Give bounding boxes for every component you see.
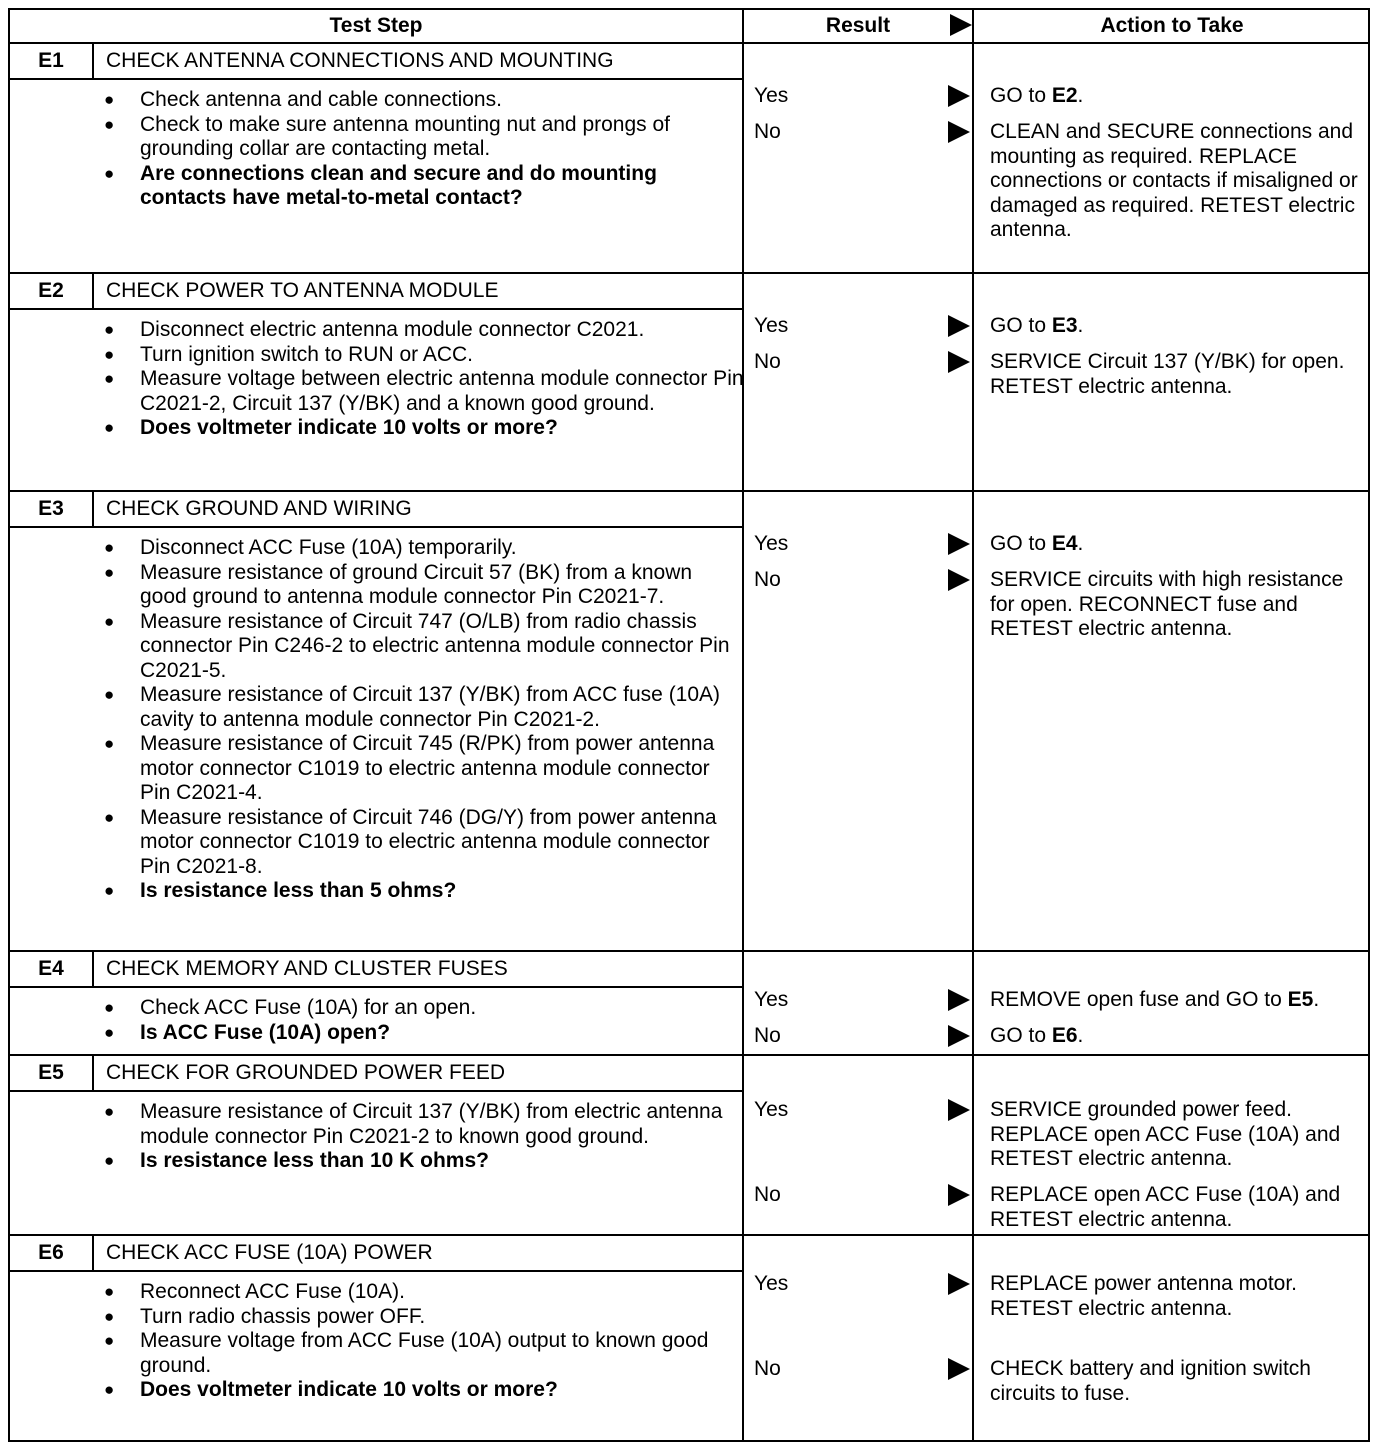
step-list bbox=[104, 536, 744, 904]
result-yes: Yes bbox=[754, 532, 789, 555]
arrow-icon bbox=[948, 569, 970, 591]
header-action: Action to Take bbox=[974, 10, 1370, 44]
step-id: E2 bbox=[10, 274, 94, 310]
step-list bbox=[104, 1100, 744, 1174]
step-list bbox=[104, 1280, 744, 1403]
step-title: CHECK ACC FUSE (10A) POWER bbox=[94, 1236, 742, 1272]
step-item: ● Are connections clean and secure and do mounting contacts have metal-to-metal contact? bbox=[104, 162, 744, 211]
result-yes: Yes bbox=[754, 314, 789, 337]
arrow-icon bbox=[948, 1273, 970, 1295]
step-id: E5 bbox=[10, 1056, 94, 1092]
step-id: E4 bbox=[10, 952, 94, 988]
step-id: E3 bbox=[10, 492, 94, 528]
step-item: ● Disconnect electric antenna module connector C2021. bbox=[104, 318, 744, 343]
action-yes: GO to E2. bbox=[990, 84, 1084, 107]
step-item: ● Check antenna and cable connections. bbox=[104, 88, 744, 113]
arrow-icon bbox=[948, 989, 970, 1011]
arrow-icon bbox=[948, 351, 970, 373]
action-yes: GO to E4. bbox=[990, 532, 1084, 555]
action-no: REPLACE open ACC Fuse (10A) and RETEST electric antenna. bbox=[990, 1183, 1341, 1231]
step-list bbox=[104, 318, 744, 441]
step-title: CHECK POWER TO ANTENNA MODULE bbox=[94, 274, 742, 310]
arrow-icon bbox=[948, 1099, 970, 1121]
header-result: Result bbox=[744, 10, 972, 44]
step-title: CHECK GROUND AND WIRING bbox=[94, 492, 742, 528]
arrow-icon bbox=[948, 121, 970, 143]
step-id: E1 bbox=[10, 44, 94, 80]
test-row-e2 bbox=[10, 274, 1368, 492]
step-item: ● Check to make sure antenna mounting nut and prongs of grounding collar are contacting metal. bbox=[104, 113, 744, 162]
arrow-icon bbox=[948, 1184, 970, 1206]
result-no: No bbox=[754, 568, 781, 591]
test-row-e3 bbox=[10, 492, 1368, 952]
diagnostic-table bbox=[8, 8, 1370, 1442]
test-row-e6 bbox=[10, 1236, 1368, 1444]
header-test-step: Test Step bbox=[10, 10, 742, 44]
step-item: ● Turn radio chassis power OFF. bbox=[104, 1305, 744, 1330]
step-id: E6 bbox=[10, 1236, 94, 1272]
action-no: CHECK battery and ignition switch circuits to fuse. bbox=[990, 1357, 1311, 1405]
step-item: ● Measure voltage between electric antenna module connector Pin C2021-2, Circuit 137 (Y/BK) and a known good ground. bbox=[104, 367, 744, 416]
result-yes: Yes bbox=[754, 84, 789, 107]
step-title: CHECK FOR GROUNDED POWER FEED bbox=[94, 1056, 742, 1092]
step-item: ● Reconnect ACC Fuse (10A). bbox=[104, 1280, 744, 1305]
result-no: No bbox=[754, 350, 781, 373]
step-item: ● Measure resistance of Circuit 747 (O/LB) from radio chassis connector Pin C246-2 to electric antenna module connector Pin C2021-5. bbox=[104, 610, 744, 684]
arrow-icon bbox=[948, 85, 970, 107]
step-item: ● Measure resistance of Circuit 745 (R/PK) from power antenna motor connector C1019 to electric antenna module connector Pin C2021-4. bbox=[104, 732, 744, 806]
action-no: SERVICE Circuit 137 (Y/BK) for open. RETEST electric antenna. bbox=[990, 350, 1345, 398]
step-list bbox=[104, 88, 744, 211]
header-arrow-icon bbox=[950, 14, 972, 36]
arrow-icon bbox=[948, 533, 970, 555]
arrow-icon bbox=[948, 315, 970, 337]
action-no: SERVICE circuits with high resistance for open. RECONNECT fuse and RETEST electric antenna. bbox=[990, 568, 1344, 640]
step-item: ● Disconnect ACC Fuse (10A) temporarily. bbox=[104, 536, 744, 561]
arrow-icon bbox=[948, 1358, 970, 1380]
action-yes: REMOVE open fuse and GO to E5. bbox=[990, 988, 1320, 1011]
step-title: CHECK ANTENNA CONNECTIONS AND MOUNTING bbox=[94, 44, 742, 80]
result-no: No bbox=[754, 1183, 781, 1206]
result-no: No bbox=[754, 1357, 781, 1380]
result-yes: Yes bbox=[754, 1098, 789, 1121]
action-yes: REPLACE power antenna motor. RETEST electric antenna. bbox=[990, 1272, 1298, 1320]
result-yes: Yes bbox=[754, 988, 789, 1011]
step-item: ● Measure voltage from ACC Fuse (10A) output to known good ground. bbox=[104, 1329, 744, 1378]
step-item: ● Is resistance less than 5 ohms? bbox=[104, 879, 744, 904]
step-item: ● Does voltmeter indicate 10 volts or more? bbox=[104, 416, 744, 441]
step-item: ● Measure resistance of Circuit 137 (Y/BK) from ACC fuse (10A) cavity to antenna module connector Pin C2021-2. bbox=[104, 683, 744, 732]
action-yes: SERVICE grounded power feed. REPLACE open ACC Fuse (10A) and RETEST electric antenna. bbox=[990, 1098, 1341, 1170]
step-item: ● Check ACC Fuse (10A) for an open. bbox=[104, 996, 744, 1021]
arrow-icon bbox=[948, 1025, 970, 1047]
step-item: ● Does voltmeter indicate 10 volts or more? bbox=[104, 1378, 744, 1403]
step-title: CHECK MEMORY AND CLUSTER FUSES bbox=[94, 952, 742, 988]
test-row-e1 bbox=[10, 44, 1368, 274]
step-item: ● Is ACC Fuse (10A) open? bbox=[104, 1021, 744, 1046]
step-item: ● Measure resistance of Circuit 137 (Y/BK) from electric antenna module connector Pin C2021-2 to known good ground. bbox=[104, 1100, 744, 1149]
result-no: No bbox=[754, 120, 781, 143]
test-row-e5 bbox=[10, 1056, 1368, 1236]
step-item: ● Turn ignition switch to RUN or ACC. bbox=[104, 343, 744, 368]
result-yes: Yes bbox=[754, 1272, 789, 1295]
action-no: GO to E6. bbox=[990, 1024, 1084, 1047]
step-item: ● Is resistance less than 10 K ohms? bbox=[104, 1149, 744, 1174]
step-item: ● Measure resistance of Circuit 746 (DG/Y) from power antenna motor connector C1019 to electric antenna module connector Pin C2021-8. bbox=[104, 806, 744, 880]
action-yes: GO to E3. bbox=[990, 314, 1084, 337]
step-list bbox=[104, 996, 744, 1045]
test-row-e4 bbox=[10, 952, 1368, 1056]
result-no: No bbox=[754, 1024, 781, 1047]
step-item: ● Measure resistance of ground Circuit 57 (BK) from a known good ground to antenna module connector Pin C2021-7. bbox=[104, 561, 744, 610]
action-no: CLEAN and SECURE connections and mounting as required. REPLACE connections or contacts if misaligned or damaged as required. RETEST electric antenna. bbox=[990, 120, 1358, 241]
